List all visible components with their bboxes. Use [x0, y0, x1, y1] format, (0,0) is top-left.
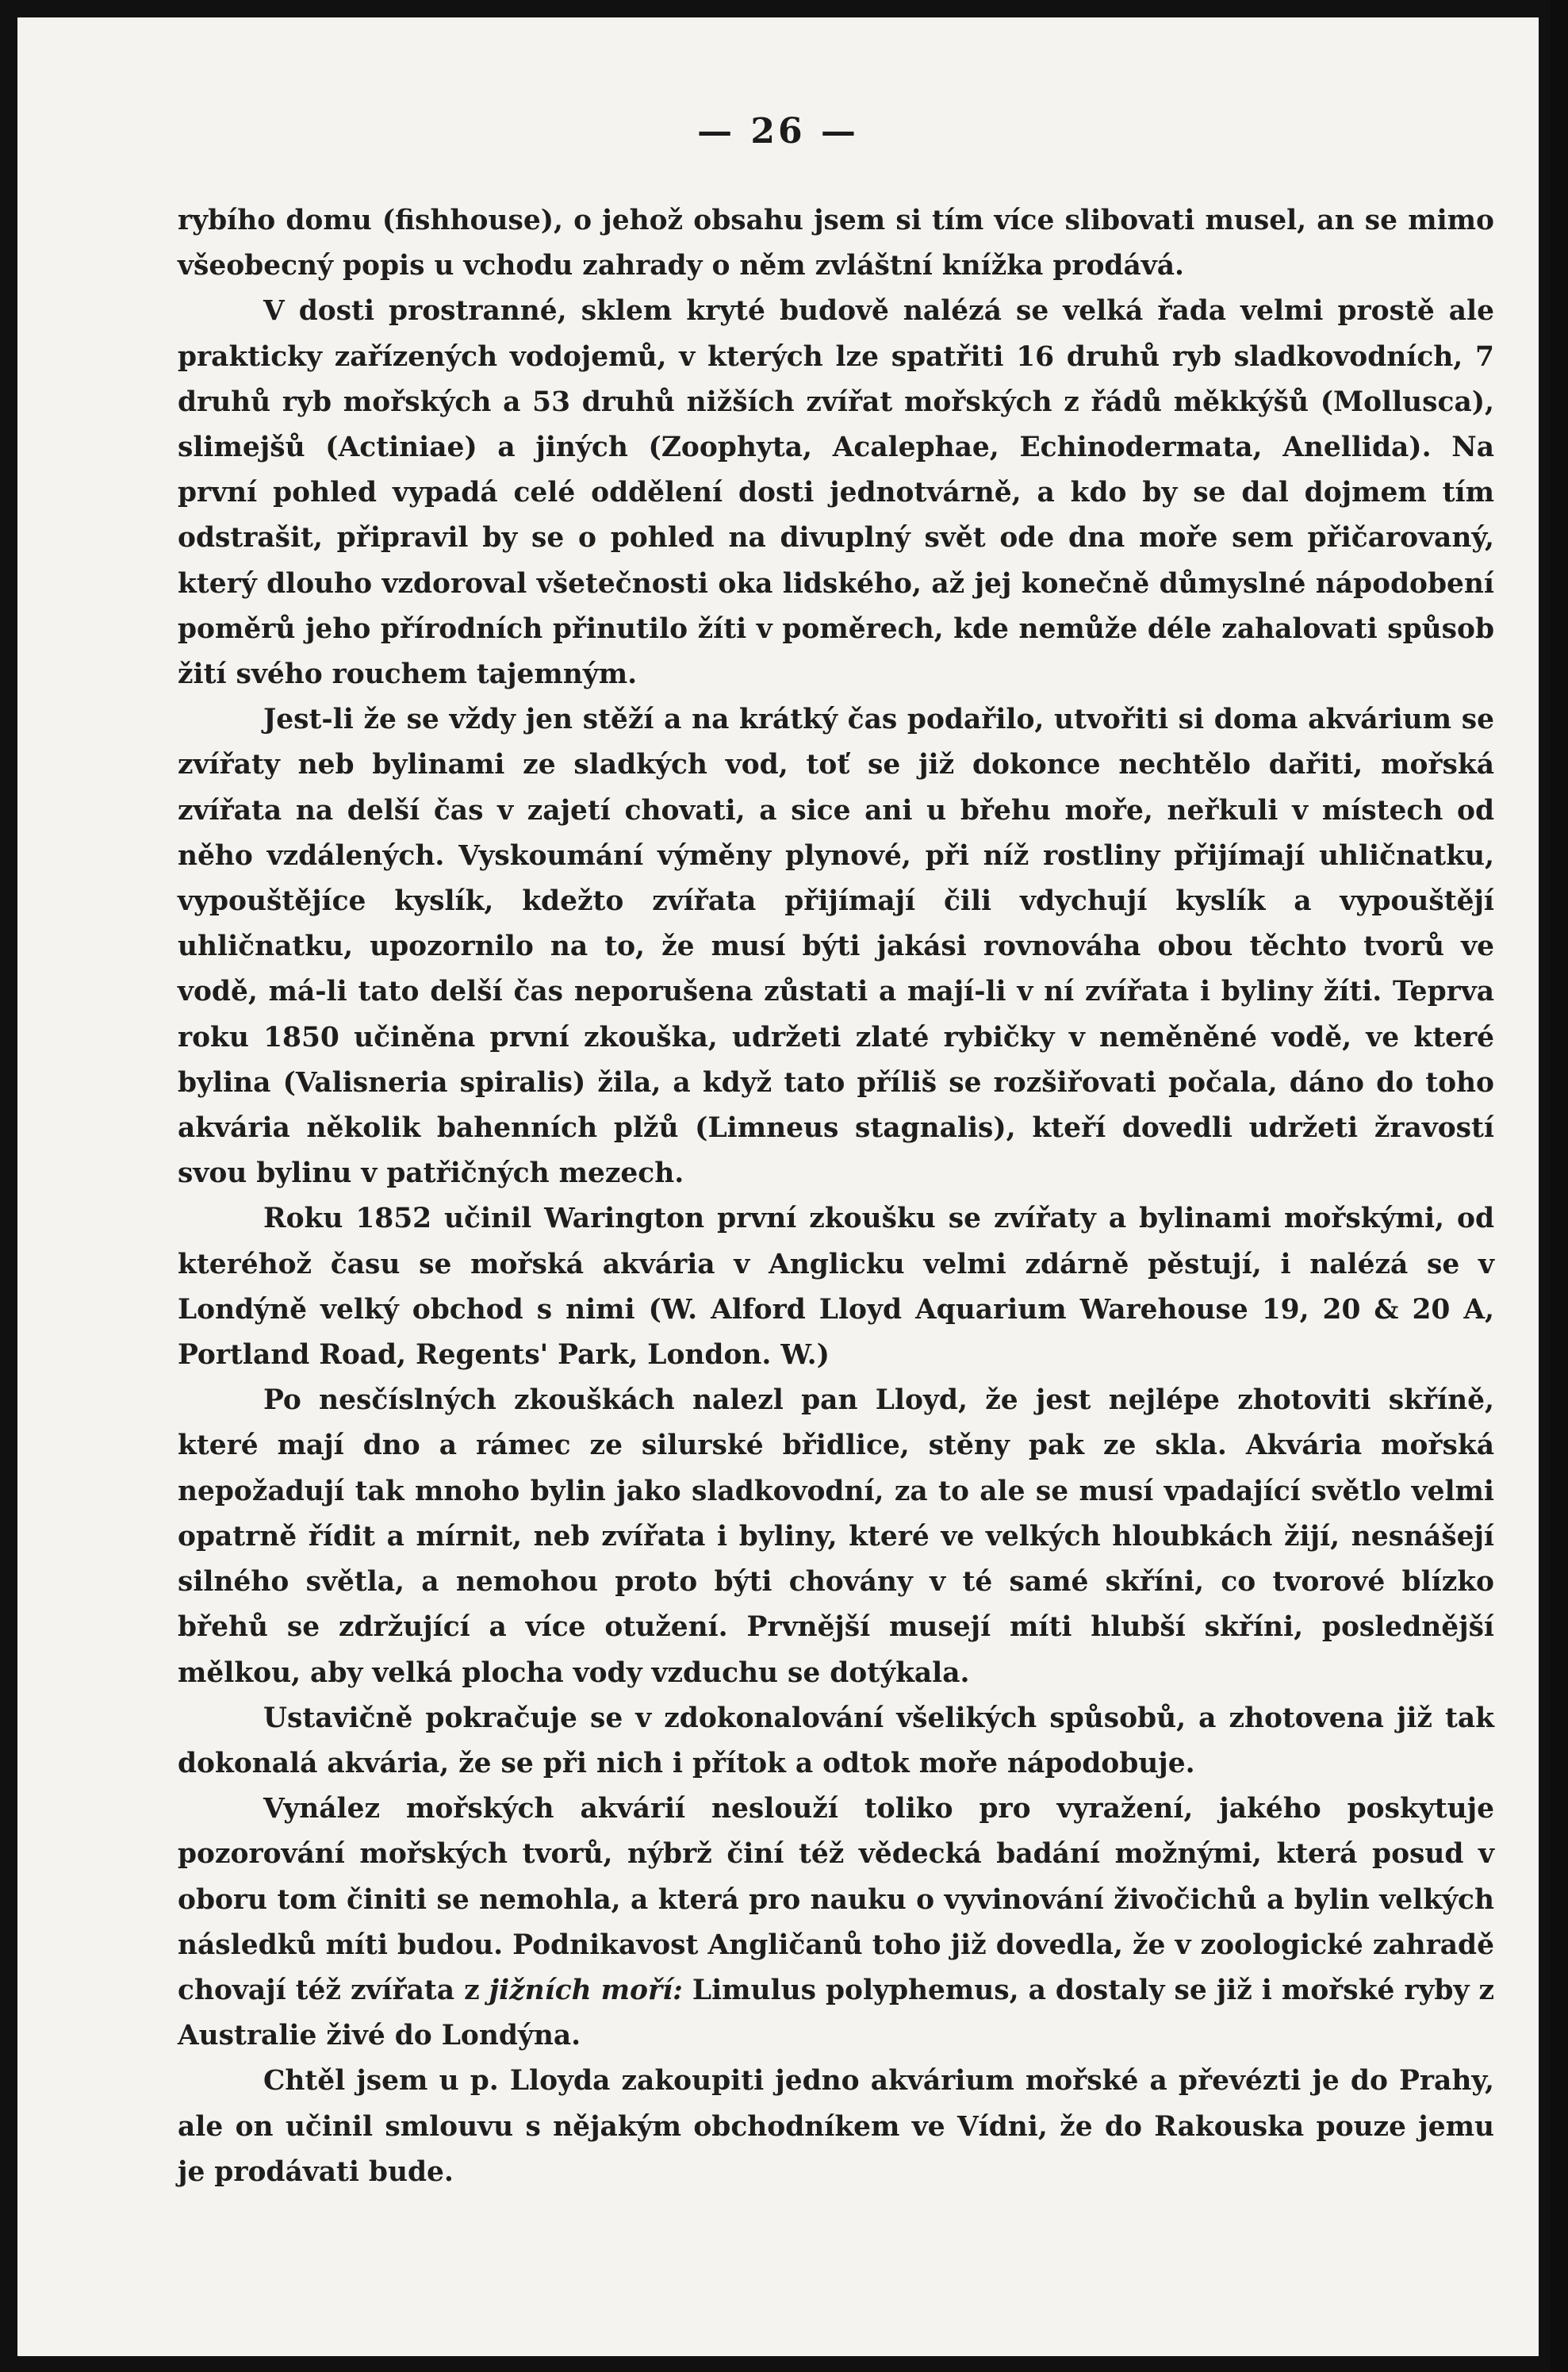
paragraph: Jest-li že se vždy jen stěží a na krátký čas podařilo, utvořiti si doma akvárium se zvířaty neb bylinami ze sladkých vod, toť se již dokonce nechtělo dařiti, mořská zvířata na delší čas v zajetí chovati, a sice ani u břehu moře, neřkuli v místech od něho vzdálených. Vyskoumání výměny plynové, při níž rostliny přijímají uhličnatku, vypouštějíce kyslík, kdežto zvířata přijímají čili vdychují kyslík a vypouštějí uhličnatku, upozornilo na to, že musí býti jakási rovnováha obou těchto tvorů ve vodě, má-li tato delší čas neporušena zůstati a mají-li v ní zvířata i byliny žíti. Teprva roku 1850 učiněna první zkouška, udržeti zlaté rybičky v neměněné vodě, ve které bylina (Valisneria spiralis) žila, a když tato příliš se rozšiřovati počala, dáno do toho akvária několik bahenních plžů (Limneus stagnalis), kteří dovedli udržeti žravostí svou bylinu v patřičných mezech.	[178, 704, 1494, 1190]
book-page	[17, 17, 1539, 2356]
scan-border	[1551, 0, 1568, 2372]
paragraph-text: Vynález mořských akvárií neslouží toliko pro vyražení, jakého poskytuje pozorování mořských tvorů, nýbrž činí též vědecká badání možnými, která posud v oboru tom činiti se nemohla, a která pro nauku o vyvinování živočichů a bylin velkých následků míti budou. Podnikavost Angličanů toho již dovedla, že v zoologické zahradě chovají též zvířata z	[178, 1793, 1494, 2006]
paragraph: Roku 1852 učinil Warington první zkoušku se zvířaty a bylinami mořskými, od kteréhož času se mořská akvária v Anglicku velmi zdárně pěstují, i nalézá se v Londýně velký obchod s nimi (W. Alford Lloyd Aquarium Warehouse 19, 20 & 20 A, Portland Road, Regents' Park, London. W.)	[178, 1203, 1494, 1372]
paragraph: Chtěl jsem u p. Lloyda zakoupiti jedno akvárium mořské a převézti je do Prahy, ale on učinil smlouvu s nějakým obchodníkem ve Vídni, že do Rakouska pouze jemu je prodávati bude.	[178, 2065, 1494, 2188]
paragraph: Po nesčíslných zkouškách nalezl pan Lloyd, že jest nejlépe zhotoviti skříně, které mají dno a rámec ze silurské břidlice, stěny pak ze skla. Akvária mořská nepožadují tak mnoho bylin jako sladkovodní, za to ale se musí vpadající světlo velmi opatrně řídit a mírnit, neb zvířata i byliny, které ve velkých hloubkách žijí, nesnášejí silného světla, a nemohou proto býti chovány v té samé skříni, co tvorové blízko břehů se zdržující a více otužení. Prvnější musejí míti hlubší skříni, poslednější mělkou, aby velká plocha vody vzduchu se dotýkala.	[178, 1384, 1494, 1689]
emphasized-phrase: jižních moří:	[489, 1974, 683, 2006]
body-text	[178, 198, 1494, 2195]
paragraph	[178, 1787, 1494, 2059]
page-number: — 26 —	[697, 111, 859, 152]
paragraph: V dosti prostranné, sklem kryté budově nalézá se velká řada velmi prostě ale prakticky zařízených vodojemů, v kterých lze spatřiti 16 druhů ryb sladkovodních, 7 druhů ryb mořských a 53 druhů nižších zvířat mořských z řádů měkkýšů (Mollusca), slimejšů (Actiniae) a jiných (Zoophyta, Acalephae, Echinodermata, Anellida). Na první pohled vypadá celé oddělení dosti jednotvárně, a kdo by se dal dojmem tím odstrašit, připravil by se o pohled na divuplný svět ode dna moře sem přičarovaný, který dlouho vzdoroval všetečnosti oka lidského, až jej konečně důmyslné nápodobení poměrů jeho přírodních přinutilo žíti v poměrech, kde nemůže déle zahalovati spůsob žití svého rouchem tajemným.	[178, 295, 1494, 691]
paragraph: Ustavičně pokračuje se v zdokonalování všelikých spůsobů, a zhotovena již tak dokonalá akvária, že se při nich i přítok a odtok moře nápodobuje.	[178, 1702, 1494, 1779]
paragraph-text: Limulus polyphemus, a dostaly se již i mořské ryby z Australie živé do Londýna.	[178, 1974, 1494, 2052]
paragraph: rybího domu (fishhouse), o jehož obsahu jsem si tím více slibovati musel, an se mimo všeobecný popis u vchodu zahrady o něm zvláštní knížka prodává.	[178, 205, 1494, 282]
